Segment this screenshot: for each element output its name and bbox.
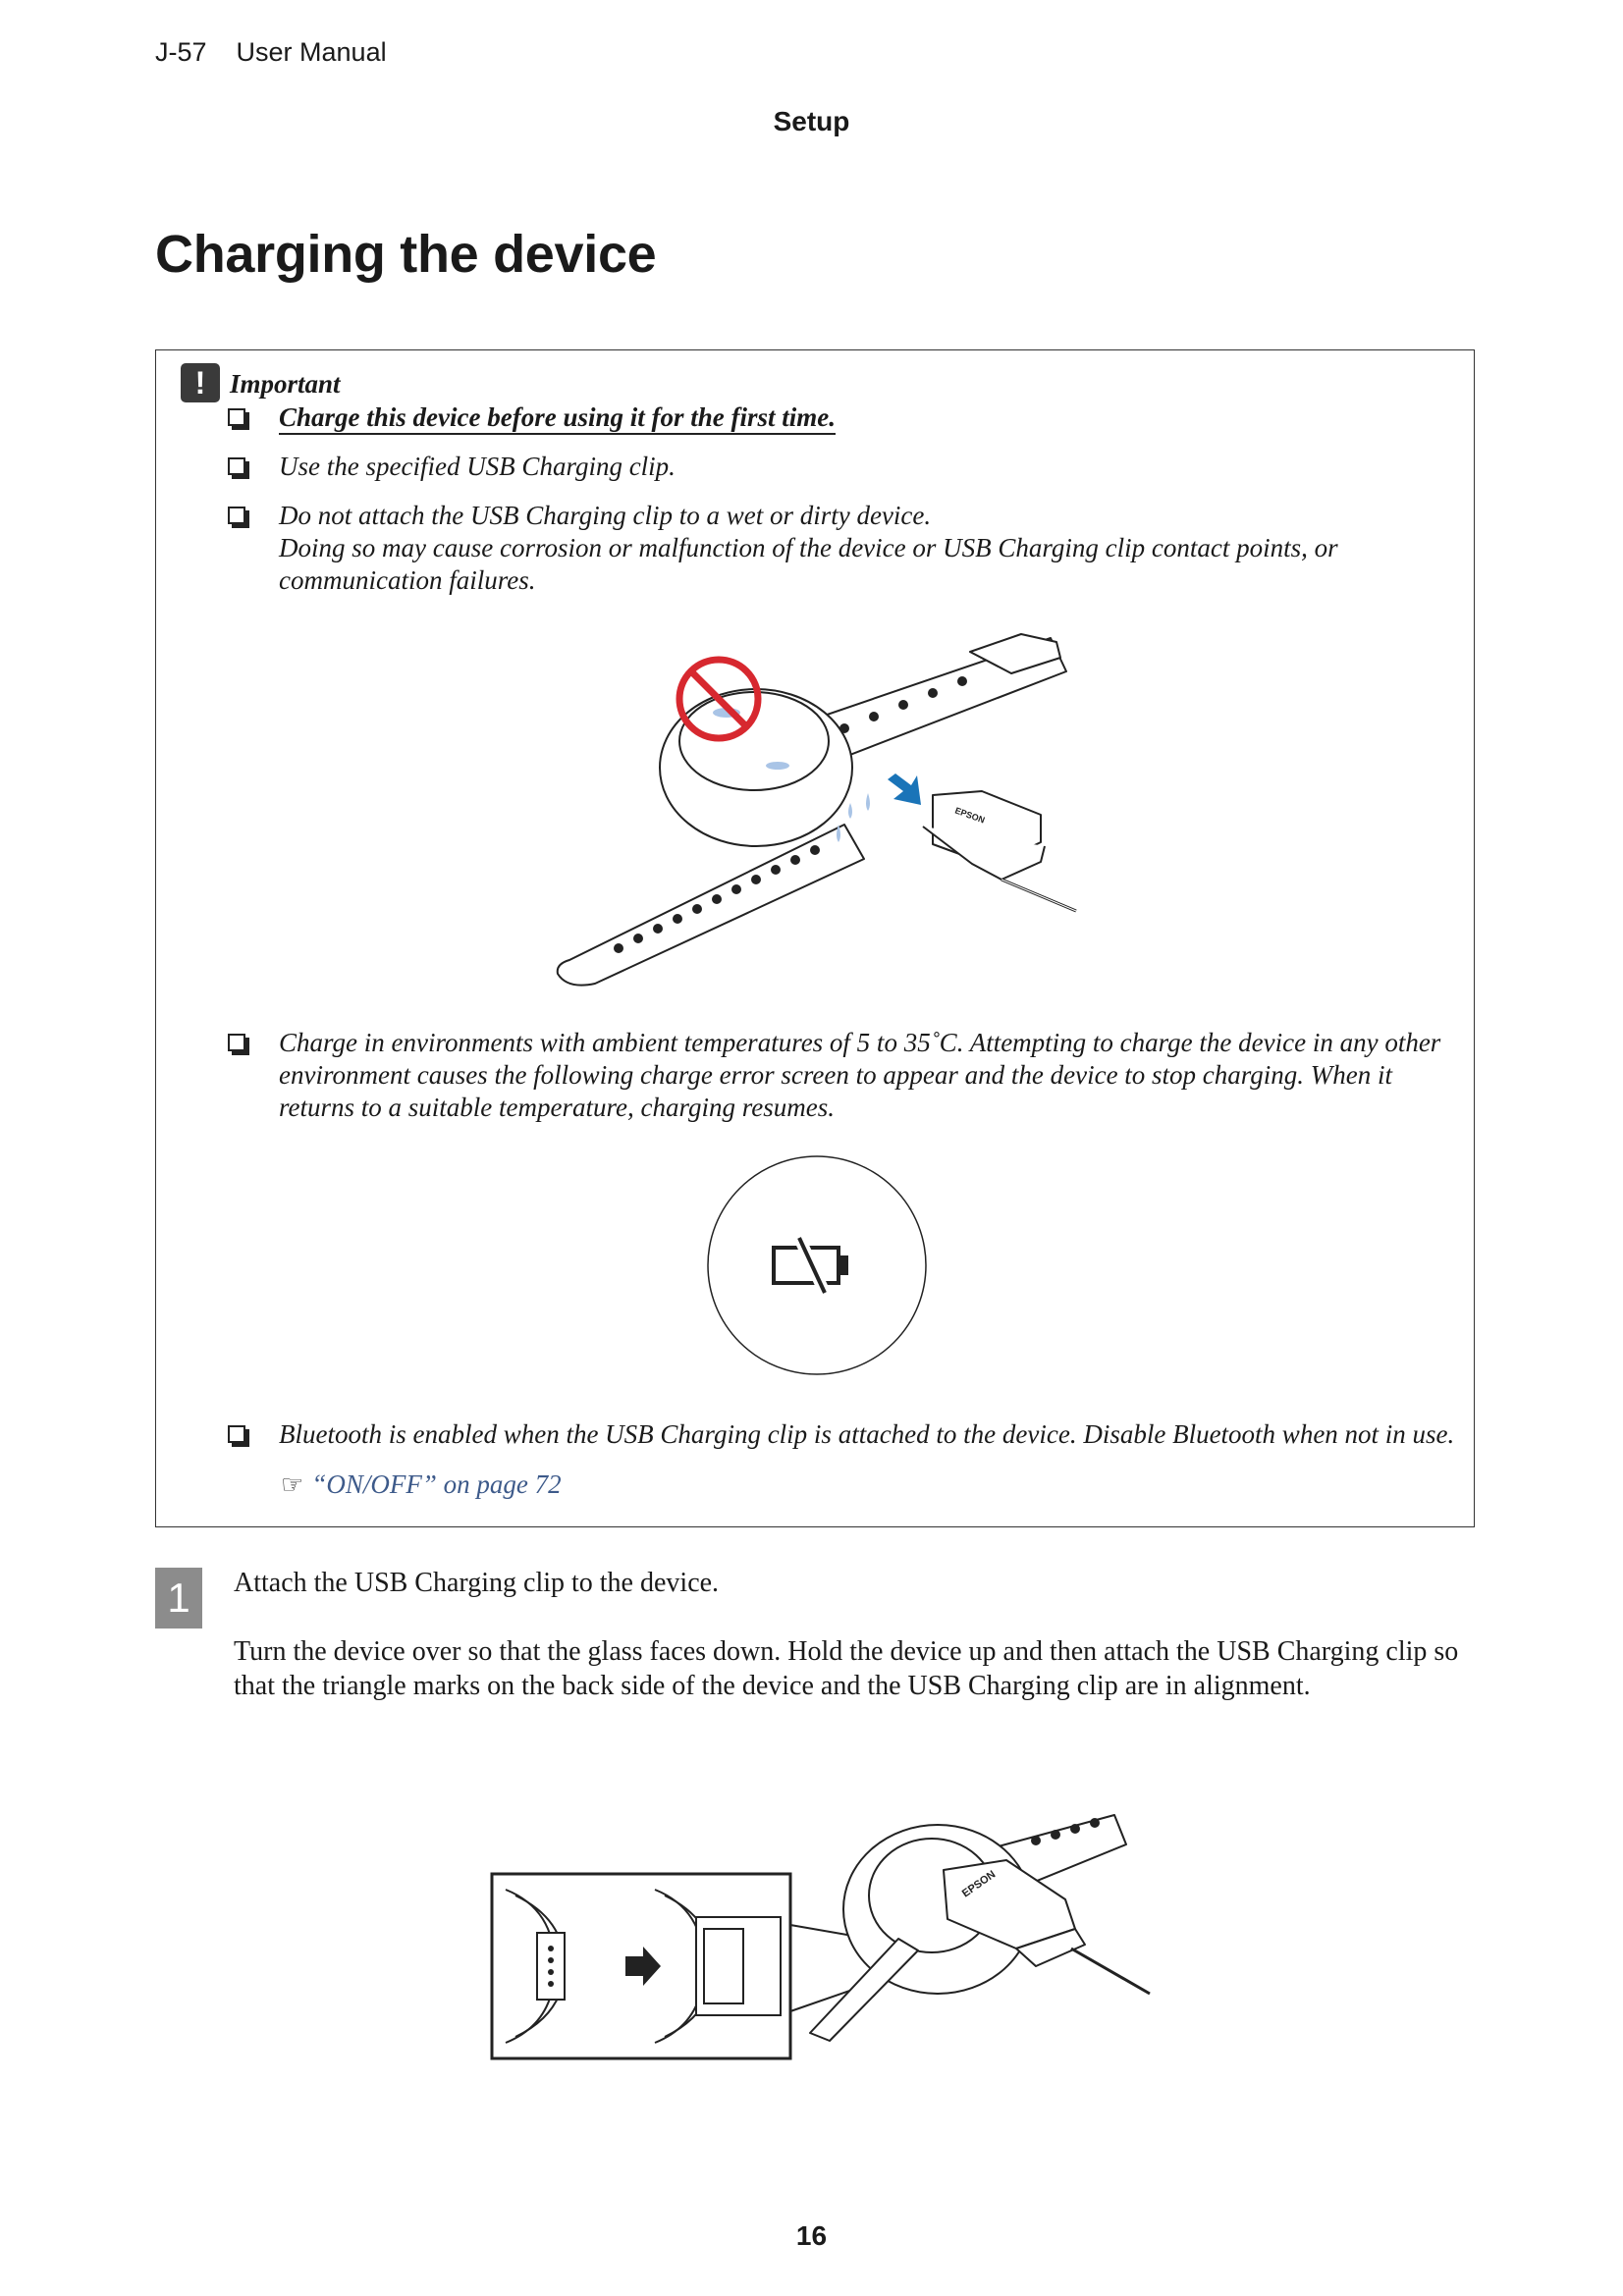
page-number: 16 [795, 2220, 828, 2251]
item-line: Charge in environments with ambient temperatures of 5 to 35˚C. Attempting to charge the device in any other [279, 1028, 1441, 1057]
item-text: Charge this device before using it for the first time. [279, 402, 836, 435]
item-line: Doing so may cause corrosion or malfunction of the device or USB Charging clip contact points, or [279, 533, 1338, 562]
item-line: communication failures. [279, 565, 536, 595]
pointing-hand-icon: ☞ [281, 1470, 304, 1499]
page-code: J-57 [155, 37, 207, 67]
checkbox-icon [228, 408, 249, 430]
important-item [279, 1418, 1457, 1451]
item-text: Bluetooth is enabled when the USB Charging clip is attached to the device. Disable Bluetooth when not in use. [279, 1419, 1455, 1449]
charge-error-screen [705, 1153, 929, 1377]
important-icon: ! [181, 363, 220, 402]
cross-reference-link[interactable] [281, 1469, 562, 1500]
watch-with-clip [810, 1815, 1150, 2041]
item-line: environment causes the following charge error screen to appear and the device to stop charging. When it [279, 1060, 1393, 1090]
link-text[interactable]: “ON/OFF” on page 72 [311, 1469, 562, 1499]
step-title: Attach the USB Charging clip to the device. [234, 1568, 720, 1598]
checkbox-icon [228, 1425, 249, 1447]
important-item [279, 451, 1457, 483]
important-item [279, 500, 1457, 597]
important-heading: Important [230, 369, 341, 399]
step-body: Turn the device over so that the glass faces down. Hold the device up and then attach the USB Charging clip so that the triangle marks on the back side of the device and the USB Charging clip are in alignment. [234, 1636, 1459, 1701]
item-text: Use the specified USB Charging clip. [279, 452, 676, 481]
section-label: Setup [773, 106, 850, 136]
clip-brand-label: EPSON [953, 805, 987, 826]
clip-brand-label: EPSON [959, 1868, 999, 1900]
alignment-inset [492, 1874, 790, 2058]
important-item [279, 401, 1457, 434]
checkbox-icon [228, 457, 249, 479]
usb-charging-clip [923, 791, 1076, 911]
checkbox-icon [228, 507, 249, 528]
item-line: Do not attach the USB Charging clip to a wet or dirty device. [279, 501, 932, 530]
checkbox-icon [228, 1034, 249, 1055]
wet-device-illustration [511, 618, 1119, 991]
step-number-badge: 1 [155, 1568, 202, 1629]
manual-name: User Manual [236, 37, 387, 67]
arrow-icon [888, 774, 921, 805]
page-title: Charging the device [155, 225, 657, 284]
running-header [155, 37, 387, 68]
important-item [279, 1027, 1457, 1124]
item-line: returns to a suitable temperature, charging resumes. [279, 1093, 835, 1122]
attach-clip-illustration [486, 1801, 1154, 2066]
